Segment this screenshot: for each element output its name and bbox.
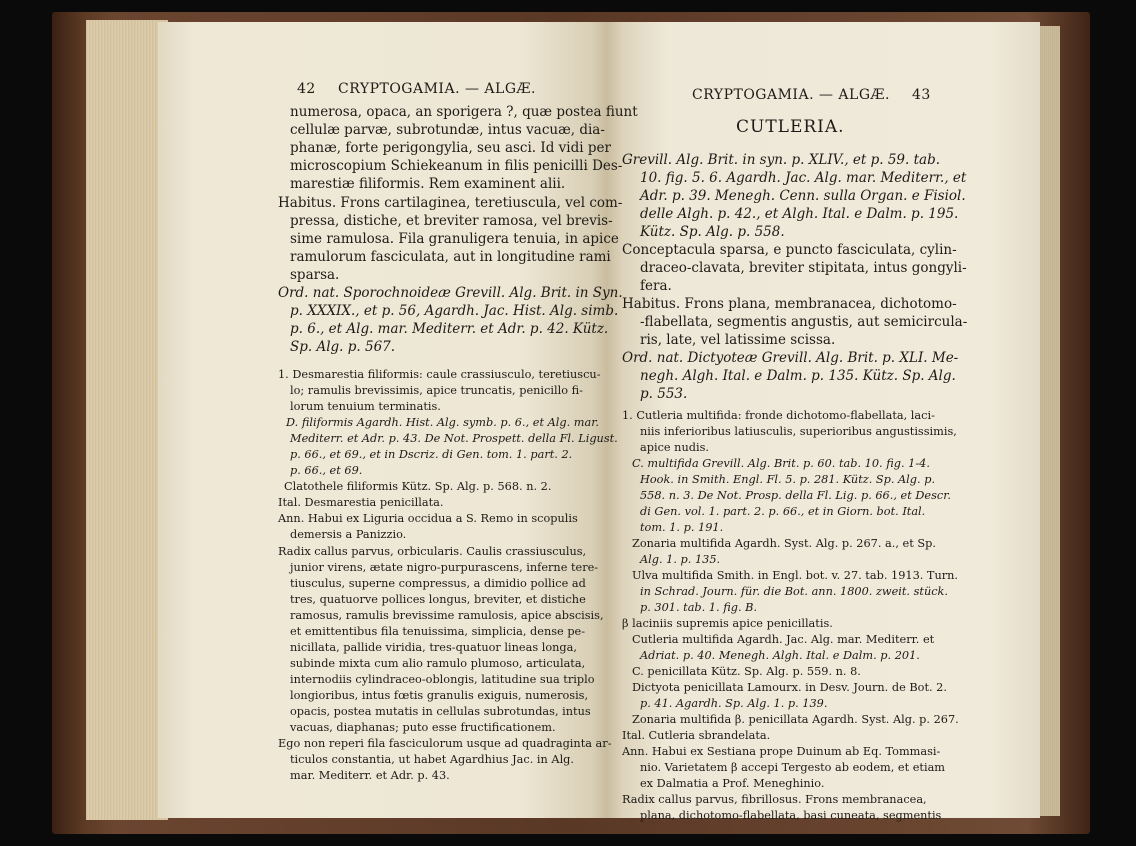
text-line: Adr. p. 39. Menegh. Cenn. sulla Organ. e Fisiol. bbox=[640, 188, 966, 204]
text-line: ex Dalmatia a Prof. Meneghinio. bbox=[640, 777, 825, 790]
text-line: cellulæ parvæ, subrotundæ, intus vacuæ, dia- bbox=[290, 122, 605, 138]
text-line: Radix callus parvus, fibrillosus. Frons membranacea, bbox=[622, 793, 927, 806]
text-line: niis inferioribus latiusculis, superioribus angustissimis, bbox=[640, 425, 957, 438]
text-line: longioribus, intus fœtis granulis exiguis, numerosis, bbox=[290, 689, 589, 702]
text-line: p. 553. bbox=[640, 386, 688, 402]
text-line: p. 6., et Alg. mar. Mediterr. et Adr. p. 42. Kütz. bbox=[290, 321, 609, 337]
text-line: Habitus. Frons cartilaginea, teretiuscula, vel com- bbox=[278, 195, 623, 211]
text-line: ramosus, ramulis brevissime ramulosis, apice abscisis, bbox=[290, 609, 604, 622]
text-line: lo; ramulis brevissimis, apice truncatis, penicillo fi- bbox=[290, 384, 583, 397]
text-line: ris, late, vel latissime scissa. bbox=[640, 332, 836, 348]
text-line: Ital. Cutleria sbrandelata. bbox=[622, 729, 771, 742]
text-line: tom. 1. p. 191. bbox=[640, 521, 724, 534]
text-line: di Gen. vol. 1. part. 2. p. 66., et in Giorn. bot. Ital. bbox=[640, 505, 926, 518]
text-line: tiusculus, superne compressus, a dimidio pollice ad bbox=[290, 577, 586, 590]
text-line: Kütz. Sp. Alg. p. 558. bbox=[640, 224, 785, 240]
text-line: et emittentibus fila tenuissima, simplicia, dense pe- bbox=[290, 625, 586, 638]
text-line: draceo-clavata, breviter stipitata, intus gongyli- bbox=[640, 260, 967, 276]
left-page-number: 42 bbox=[297, 81, 316, 97]
text-line: internodiis cylindraceo-oblongis, latitudine sua triplo bbox=[290, 673, 595, 686]
text-line: Ann. Habui ex Liguria occidua a S. Remo in scopulis bbox=[278, 512, 578, 525]
text-line: negh. Algh. Ital. e Dalm. p. 135. Kütz. Sp. Alg. bbox=[640, 368, 956, 384]
text-line: Hook. in Smith. Engl. Fl. 5. p. 281. Kütz. Sp. Alg. p. bbox=[640, 473, 936, 486]
text-line: numerosa, opaca, an sporigera ?, quæ postea fiunt bbox=[290, 104, 638, 120]
text-line: Habitus. Frons plana, membranacea, dichotomo- bbox=[622, 296, 957, 312]
text-line: p. 66., et 69., et in Dscriz. di Gen. tom. 1. part. 2. bbox=[290, 448, 573, 461]
text-line: Mediterr. et Adr. p. 43. De Not. Prospett. della Fl. Ligust. bbox=[290, 432, 618, 445]
text-line: p. 301. tab. 1. fig. B. bbox=[640, 601, 758, 614]
text-line: β laciniis supremis apice penicillatis. bbox=[622, 617, 833, 630]
text-line: Ital. Desmarestia penicillata. bbox=[278, 496, 444, 509]
text-line: ticulos constantia, ut habet Agardhius Jac. in Alg. bbox=[290, 753, 574, 766]
text-line: lorum tenuium terminatis. bbox=[290, 400, 441, 413]
text-line: 10. fig. 5. 6. Agardh. Jac. Alg. mar. Mediterr., et bbox=[640, 170, 967, 186]
text-line: in Schrad. Journ. für. die Bot. ann. 1800. zweit. stück. bbox=[640, 585, 948, 598]
text-line: subinde mixta cum alio ramulo plumoso, articulata, bbox=[290, 657, 586, 670]
text-line: Ord. nat. Sporochnoideæ Grevill. Alg. Brit. in Syn. bbox=[278, 285, 623, 301]
text-line: sime ramulosa. Fila granuligera tenuia, in apice bbox=[290, 231, 619, 247]
text-line: sparsa. bbox=[290, 267, 340, 283]
page-edges-left bbox=[86, 20, 168, 820]
text-line: Ego non reperi fila fasciculorum usque ad quadraginta ar- bbox=[278, 737, 612, 750]
page-edges-right bbox=[1038, 26, 1060, 816]
text-line: ramulorum fasciculata, aut in longitudine rami bbox=[290, 249, 611, 265]
text-line: pressa, distiche, et breviter ramosa, vel brevis- bbox=[290, 213, 613, 229]
text-line: mar. Mediterr. et Adr. p. 43. bbox=[290, 769, 450, 782]
text-line: Alg. 1. p. 135. bbox=[640, 553, 721, 566]
text-line: Radix callus parvus, orbicularis. Caulis crassiusculus, bbox=[278, 545, 587, 558]
text-line: nicillata, pallide viridia, tres-quatuor lineas longa, bbox=[290, 641, 577, 654]
text-line: -flabellata, segmentis angustis, aut semicircula- bbox=[640, 314, 968, 330]
text-line: Cutleria multifida Agardh. Jac. Alg. mar. Mediterr. et bbox=[632, 633, 935, 646]
text-line: Dictyota penicillata Lamourx. in Desv. Journ. de Bot. 2. bbox=[632, 681, 947, 694]
text-line: Ulva multifida Smith. in Engl. bot. v. 27. tab. 1913. Turn. bbox=[632, 569, 959, 582]
text-line: p. 66., et 69. bbox=[290, 464, 363, 477]
text-line: C. multifida Grevill. Alg. Brit. p. 60. tab. 10. fig. 1-4. bbox=[632, 457, 930, 470]
text-line: vacuas, diaphanas; puto esse fructificationem. bbox=[290, 721, 556, 734]
text-line: opacis, postea mutatis in cellulas subrotundas, intus bbox=[290, 705, 591, 718]
left-page-header: CRYPTOGAMIA. — ALGÆ. bbox=[338, 81, 536, 97]
right-page-number: 43 bbox=[912, 87, 931, 103]
text-line: 558. n. 3. De Not. Prosp. della Fl. Lig. p. 66., et Descr. bbox=[640, 489, 951, 502]
text-line: p. XXXIX., et p. 56, Agardh. Jac. Hist. Alg. simb. bbox=[290, 303, 619, 319]
text-line: fera. bbox=[640, 278, 672, 294]
text-line: Ann. Habui ex Sestiana prope Duinum ab Eq. Tommasi- bbox=[622, 745, 941, 758]
text-line: apice nudis. bbox=[640, 441, 709, 454]
text-line: tres, quatuorve pollices longus, breviter, et distiche bbox=[290, 593, 586, 606]
text-line: nio. Varietatem β accepi Tergesto ab eodem, et etiam bbox=[640, 761, 946, 774]
text-line: Sp. Alg. p. 567. bbox=[290, 339, 396, 355]
text-line: microscopium Schiekeanum in filis penicilli Des- bbox=[290, 158, 623, 174]
text-line: phanæ, forte perigongylia, seu asci. Id vidi per bbox=[290, 140, 611, 156]
text-line: 1. Cutleria multifida: fronde dichotomo-flabellata, laci- bbox=[622, 409, 935, 422]
text-line: 1. Desmarestia filiformis: caule crassiusculo, teretiuscu- bbox=[278, 368, 601, 381]
text-line: C. penicillata Kütz. Sp. Alg. p. 559. n. 8. bbox=[632, 665, 861, 678]
text-line: Clatothele filiformis Kütz. Sp. Alg. p. 568. n. 2. bbox=[284, 480, 552, 493]
text-line: Ord. nat. Dictyoteæ Grevill. Alg. Brit. p. XLI. Me- bbox=[622, 350, 959, 366]
text-line: junior virens, ætate nigro-purpurascens, inferne tere- bbox=[290, 561, 599, 574]
text-line: Zonaria multifida Agardh. Syst. Alg. p. 267. a., et Sp. bbox=[632, 537, 936, 550]
text-line: marestiæ filiformis. Rem examinent alii. bbox=[290, 176, 566, 192]
text-line: p. 41. Agardh. Sp. Alg. 1. p. 139. bbox=[640, 697, 828, 710]
text-line: demersis a Panizzio. bbox=[290, 528, 407, 541]
text-line: D. filiformis Agardh. Hist. Alg. symb. p. 6., et Alg. mar. bbox=[286, 416, 599, 429]
text-line: Adriat. p. 40. Menegh. Algh. Ital. e Dalm. p. 201. bbox=[640, 649, 920, 662]
text-line: Zonaria multifida β. penicillata Agardh. Syst. Alg. p. 267. bbox=[632, 713, 959, 726]
section-title: CUTLERIA. bbox=[736, 117, 845, 137]
text-line: plana, dichotomo-flabellata, basi cuneata, segmentis bbox=[640, 809, 942, 822]
text-line: delle Algh. p. 42., et Algh. Ital. e Dalm. p. 195. bbox=[640, 206, 959, 222]
right-page-header: CRYPTOGAMIA. — ALGÆ. bbox=[692, 87, 890, 103]
text-line: Grevill. Alg. Brit. in syn. p. XLIV., et p. 59. tab. bbox=[622, 152, 941, 168]
text-line: Conceptacula sparsa, e puncto fasciculata, cylin- bbox=[622, 242, 957, 258]
